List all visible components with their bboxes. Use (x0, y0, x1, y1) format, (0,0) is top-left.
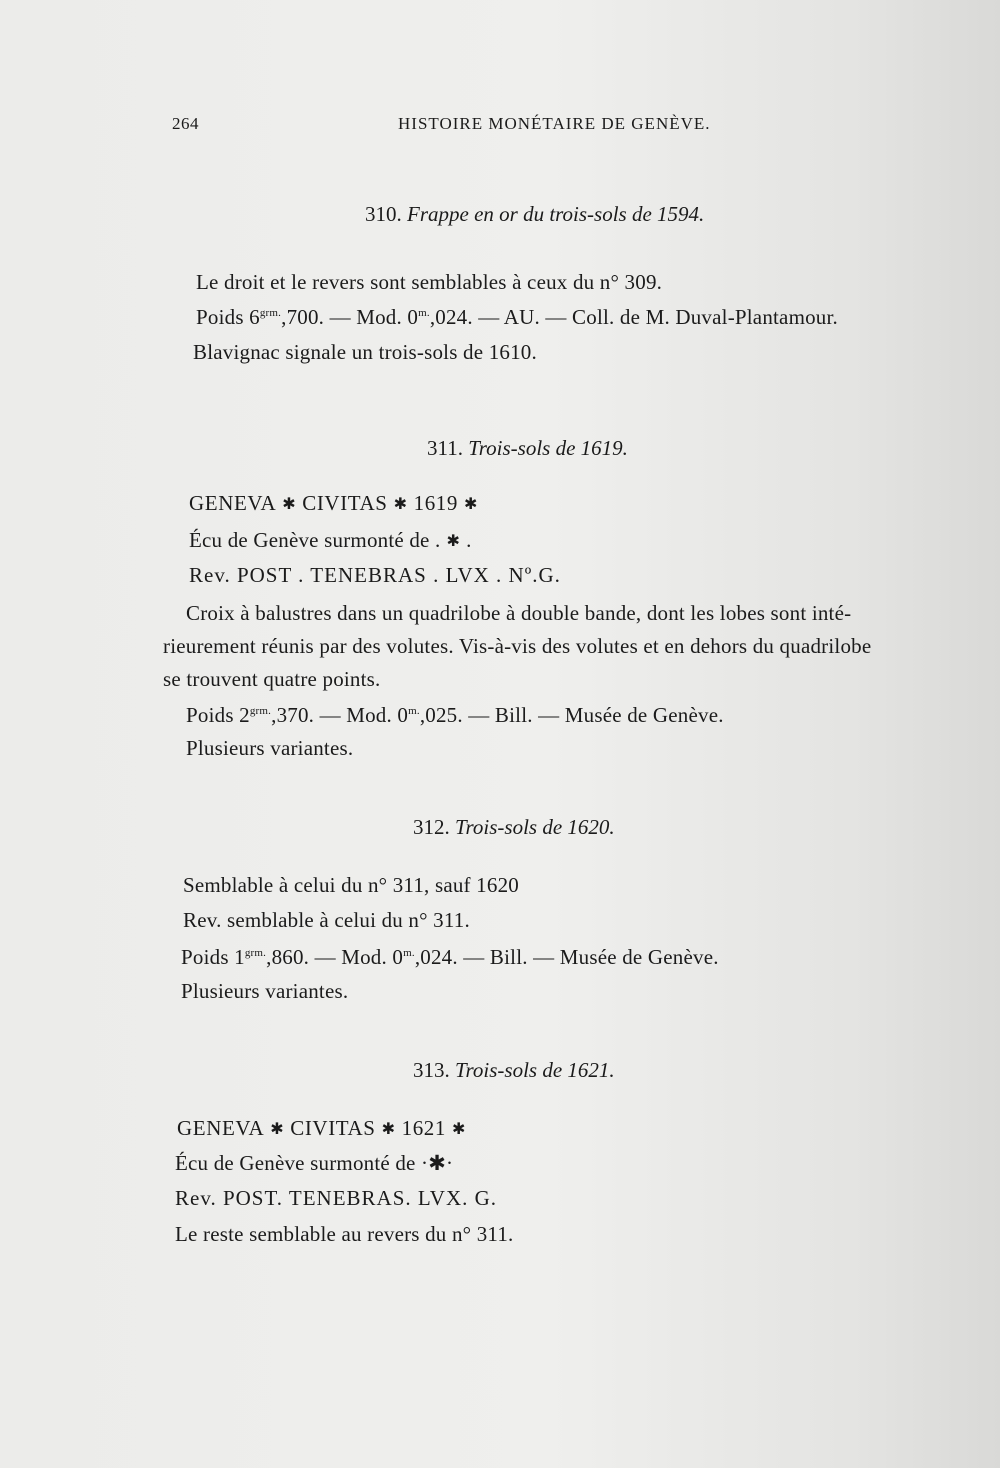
entry-312-heading (413, 815, 615, 840)
entry-311-mod-unit: m. (408, 705, 420, 717)
entry-313-legend-a: GENEVA (177, 1116, 265, 1140)
entry-312-line1: Semblable à celui du n° 311, sauf 1620 (183, 873, 519, 897)
entry-311-legend-b: CIVITAS (302, 491, 388, 515)
entry-312-number: 312. (413, 815, 450, 839)
entry-311-legend (189, 491, 484, 516)
entry-311-heading (427, 436, 628, 461)
entry-310-line1: Le droit et le revers sont semblables à ceux du n° 309. (196, 270, 663, 294)
entry-312-mod-rest: ,024. — Bill. — Musée de Genève. (414, 945, 719, 969)
entry-311-desc-line2: rieurement réunis par des volutes. Vis-à-vis des volutes et en dehors du quadrilobe (163, 634, 872, 658)
entry-310-mod-unit: m. (418, 307, 430, 319)
entry-312-weight-line (181, 945, 719, 970)
star-icon: ✱ (393, 496, 408, 513)
entry-311-line2-b: . (466, 528, 472, 552)
entry-313-legend-c: 1621 (401, 1116, 447, 1140)
entry-310-line3: Blavignac signale un trois-sols de 1610. (193, 340, 537, 364)
entry-313-line4: Le reste semblable au revers du n° 311. (175, 1222, 514, 1246)
entry-311-line2-a: Écu de Genève surmonté de . (189, 528, 441, 552)
entry-312-line2: Rev. semblable à celui du n° 311. (183, 908, 470, 932)
entry-311-number: 311. (427, 436, 463, 460)
entry-311-reverse: Rev. POST . TENEBRAS . LVX . Nº.G. (189, 563, 561, 587)
entry-310-mod-rest: ,024. — AU. — Coll. de M. Duval-Plantamour. (429, 305, 838, 329)
entry-311-weight-label: Poids 2 (186, 703, 250, 727)
entry-312-weight-value: ,860. — Mod. 0 (266, 945, 404, 969)
entry-311-desc-line1: Croix à balustres dans un quadrilobe à double bande, dont les lobes sont inté- (186, 601, 852, 625)
entry-311-line2 (189, 528, 472, 553)
entry-310-number: 310. (365, 202, 402, 226)
entry-310-weight-label: Poids 6 (196, 305, 260, 329)
star-icon: ✱ (452, 1121, 467, 1138)
entry-310-weight-unit: grm. (259, 307, 282, 319)
entry-312-variants: Plusieurs variantes. (181, 979, 349, 1003)
entry-313-line2-a: Écu de Genève surmonté de (175, 1151, 416, 1175)
star-icon: ✱ (464, 496, 479, 513)
page-number: 264 (172, 114, 199, 133)
entry-311-weight-value: ,370. — Mod. 0 (271, 703, 409, 727)
running-title: HISTOIRE MONÉTAIRE DE GENÈVE. (398, 114, 711, 133)
entry-311-title: Trois-sols de 1619. (468, 436, 628, 460)
entry-313-line2-b: ·✱· (421, 1151, 454, 1175)
star-icon: ✱ (446, 533, 461, 550)
entry-312-weight-label: Poids 1 (181, 945, 245, 969)
entry-312-mod-unit: m. (403, 947, 415, 959)
entry-312-title: Trois-sols de 1620. (455, 815, 615, 839)
entry-313-heading (413, 1058, 615, 1083)
star-icon: ✱ (270, 1121, 285, 1138)
entry-313-legend (177, 1116, 472, 1141)
entry-311-variants: Plusieurs variantes. (186, 736, 354, 760)
entry-310-title: Frappe en or du trois-sols de 1594. (407, 202, 705, 226)
entry-311-mod-rest: ,025. — Bill. — Musée de Genève. (419, 703, 724, 727)
entry-311-legend-a: GENEVA (189, 491, 277, 515)
entry-313-title: Trois-sols de 1621. (455, 1058, 615, 1082)
entry-310-heading (365, 202, 704, 227)
star-icon: ✱ (282, 496, 297, 513)
entry-311-legend-c: 1619 (413, 491, 459, 515)
entry-313-reverse: Rev. POST. TENEBRAS. LVX. G. (175, 1186, 498, 1210)
entry-310-weight-value: ,700. — Mod. 0 (281, 305, 419, 329)
star-icon: ✱ (381, 1121, 396, 1138)
entry-311-desc-line3: se trouvent quatre points. (163, 667, 381, 691)
entry-311-weight-unit: grm. (249, 705, 272, 717)
entry-310-weight-line (196, 305, 838, 330)
entry-311-weight-line (186, 703, 724, 728)
entry-313-line2 (175, 1151, 453, 1176)
entry-312-weight-unit: grm. (244, 947, 267, 959)
entry-313-legend-b: CIVITAS (290, 1116, 376, 1140)
entry-313-number: 313. (413, 1058, 450, 1082)
